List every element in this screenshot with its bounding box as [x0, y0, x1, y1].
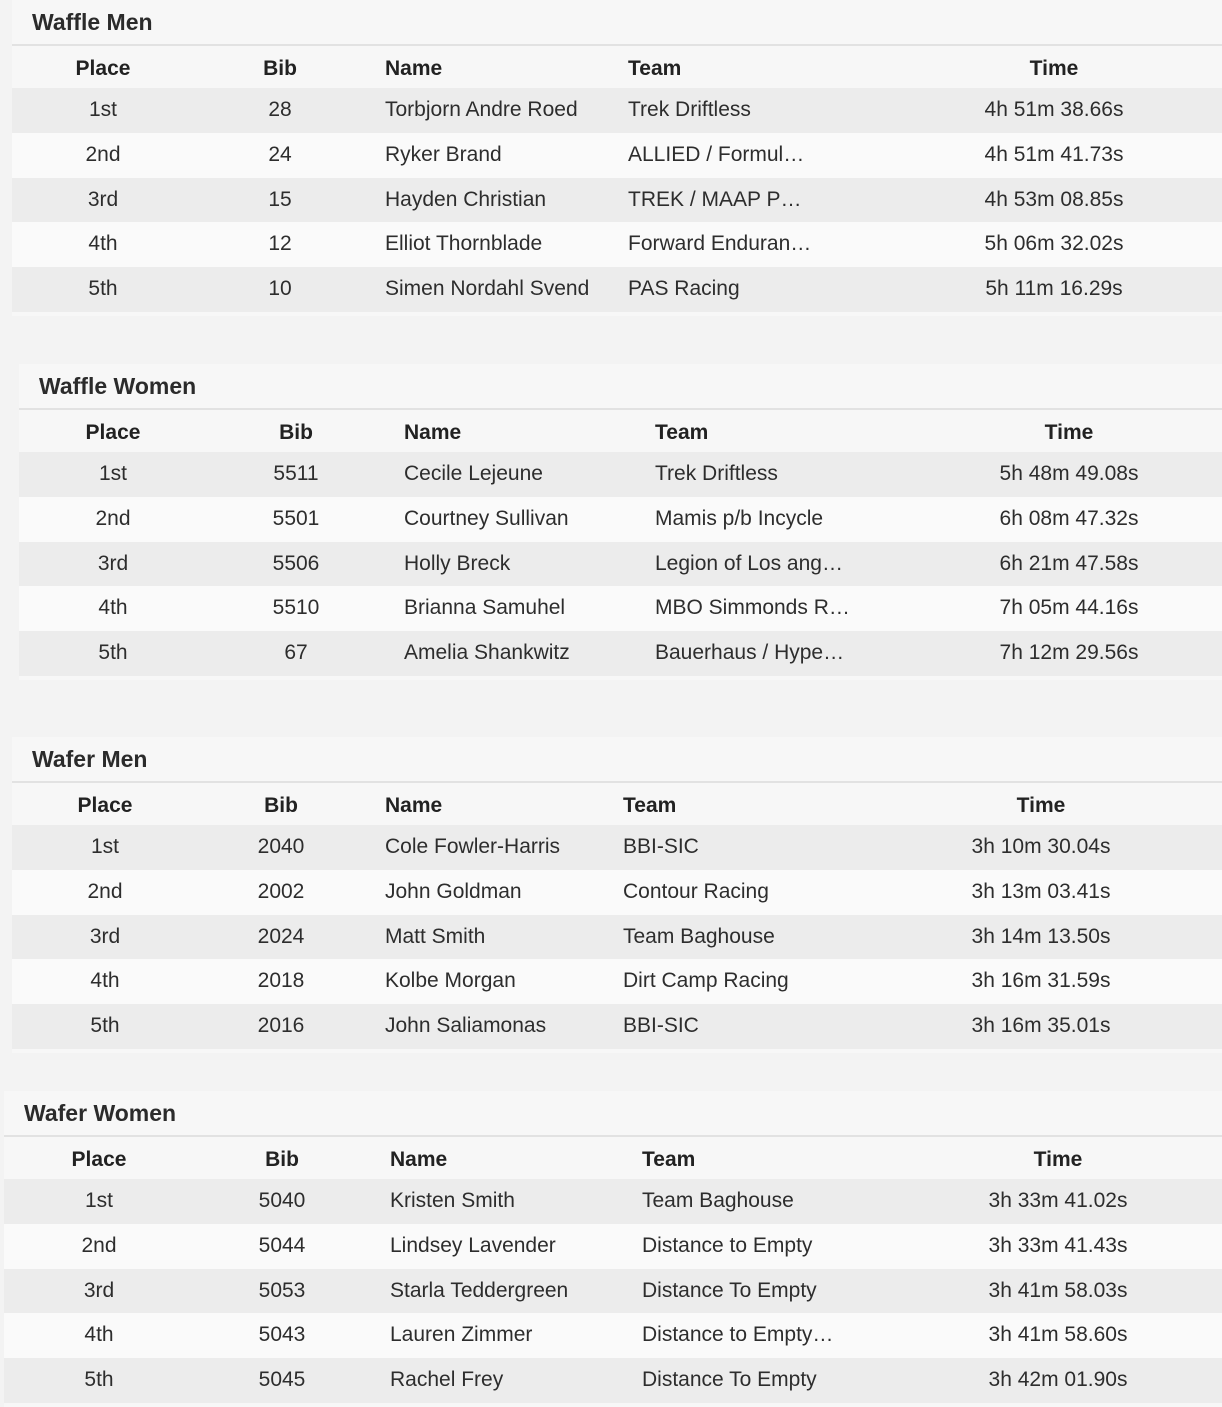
table-header [19, 412, 1222, 452]
cell-place: 4th [88, 232, 118, 256]
table-row [4, 1313, 1222, 1358]
column-header-team: Team [623, 794, 677, 817]
cell-time: 3h 42m 01.90s [988, 1368, 1128, 1392]
cell-time: 3h 41m 58.60s [988, 1323, 1128, 1347]
cell-place: 2nd [85, 142, 121, 166]
cell-team: PAS Racing [628, 277, 740, 301]
section-title [19, 364, 1222, 410]
table-row [4, 1179, 1222, 1224]
cell-team: BBI-SIC [623, 1014, 699, 1038]
table-row [12, 88, 1222, 133]
table-row [4, 1358, 1222, 1403]
table-row [12, 870, 1222, 915]
table-row [12, 267, 1222, 312]
table-row [12, 915, 1222, 960]
cell-team: Mamis p/b Incycle [655, 506, 824, 530]
cell-bib: 2018 [257, 969, 305, 993]
column-header-place: Place [77, 794, 133, 817]
cell-place: 2nd [81, 1233, 117, 1257]
table-row [4, 1224, 1222, 1269]
cell-place: 1st [84, 1189, 114, 1212]
cell-team: Forward Enduran… [628, 232, 812, 256]
cell-team: ALLIED / Formul… [628, 142, 805, 166]
cell-place: 3rd [87, 187, 119, 211]
cell-bib: 2024 [257, 924, 305, 948]
cell-team: Trek Driftless [655, 462, 778, 485]
cell-bib: 5045 [258, 1368, 306, 1392]
column-header-name: Name [390, 1148, 448, 1171]
cell-team: TREK / MAAP P… [628, 187, 802, 211]
cell-time: 7h 12m 29.56s [999, 641, 1139, 665]
cell-time: 5h 11m 16.29s [985, 277, 1123, 301]
table-row [12, 825, 1222, 870]
cell-bib: 15 [268, 187, 292, 211]
cell-team: BBI-SIC [623, 835, 699, 858]
cell-place: 1st [98, 462, 128, 485]
cell-name: Amelia Shankwitz [404, 641, 570, 665]
cell-time: 3h 16m 31.59s [971, 969, 1111, 993]
cell-team: Dirt Camp Racing [623, 969, 789, 993]
cell-name: Elliot Thornblade [385, 232, 543, 256]
cell-team: Distance To Empty [642, 1278, 817, 1302]
cell-name: Holly Breck [404, 551, 511, 575]
cell-time: 6h 21m 47.58s [999, 551, 1139, 575]
column-header-team: Team [642, 1148, 696, 1171]
section-title-text: Wafer Men [32, 746, 148, 772]
cell-team: MBO Simmonds R… [655, 596, 850, 620]
results-section [12, 737, 1222, 1053]
table-row [19, 542, 1222, 587]
cell-time: 3h 33m 41.43s [988, 1233, 1128, 1257]
cell-name: John Saliamonas [385, 1014, 547, 1038]
cell-place: 3rd [89, 924, 121, 948]
cell-bib: 5506 [272, 551, 320, 575]
cell-time: 4h 53m 08.85s [984, 187, 1124, 211]
column-header-name: Name [404, 421, 462, 444]
cell-bib: 24 [268, 142, 292, 166]
column-header-team: Team [655, 421, 709, 444]
section-title-text: Waffle Men [32, 9, 153, 35]
table-row [12, 178, 1222, 223]
cell-name: Hayden Christian [385, 187, 547, 211]
results-section [4, 1091, 1222, 1407]
cell-team: Bauerhaus / Hype… [655, 641, 845, 665]
cell-bib: 2040 [257, 835, 305, 858]
cell-bib: 5044 [258, 1233, 306, 1257]
column-header-team: Team [628, 57, 682, 80]
cell-name: Kolbe Morgan [385, 969, 516, 993]
cell-bib: 28 [268, 98, 292, 121]
results-section [12, 0, 1222, 316]
cell-place: 4th [98, 596, 128, 620]
cell-team: Team Baghouse [623, 924, 775, 948]
cell-name: Ryker Brand [385, 142, 502, 166]
cell-team: Trek Driftless [628, 98, 751, 121]
table-row [12, 222, 1222, 267]
table-row [19, 497, 1222, 542]
cell-time: 3h 13m 03.41s [971, 879, 1111, 903]
cell-team: Team Baghouse [642, 1189, 794, 1212]
table-header [12, 48, 1222, 88]
cell-name: Simen Nordahl Svend [385, 277, 590, 301]
cell-time: 3h 10m 30.04s [971, 835, 1111, 858]
cell-time: 6h 08m 47.32s [999, 506, 1139, 530]
column-header-place: Place [71, 1148, 127, 1171]
cell-place: 4th [90, 969, 120, 993]
cell-name: Matt Smith [385, 924, 486, 948]
column-header-name: Name [385, 794, 443, 817]
table-row [19, 586, 1222, 631]
cell-time: 5h 48m 49.08s [999, 462, 1139, 485]
cell-bib: 10 [268, 277, 292, 301]
cell-bib: 5511 [273, 462, 319, 485]
cell-bib: 5510 [272, 596, 320, 620]
cell-place: 3rd [97, 551, 129, 575]
cell-bib: 5501 [272, 506, 320, 530]
cell-name: Torbjorn Andre Roed [385, 98, 578, 121]
cell-team: Contour Racing [623, 879, 769, 903]
column-header-time: Time [1044, 421, 1094, 444]
table-row [12, 133, 1222, 178]
cell-name: Starla Teddergreen [390, 1278, 569, 1302]
column-header-time: Time [1033, 1148, 1083, 1171]
results-section [19, 364, 1222, 680]
cell-name: Brianna Samuhel [404, 596, 566, 620]
section-title [4, 1091, 1222, 1137]
cell-bib: 5043 [258, 1323, 306, 1347]
cell-place: 1st [88, 98, 118, 121]
cell-time: 4h 51m 38.66s [984, 98, 1124, 121]
cell-team: Distance to Empty [642, 1233, 813, 1257]
cell-bib: 5053 [258, 1278, 306, 1302]
column-header-bib: Bib [264, 794, 298, 817]
table-row [12, 1004, 1222, 1049]
cell-bib: 5040 [258, 1189, 306, 1212]
cell-place: 2nd [95, 506, 131, 530]
cell-bib: 2016 [257, 1014, 305, 1038]
cell-team: Legion of Los ang… [655, 551, 843, 575]
cell-name: Lauren Zimmer [390, 1323, 533, 1347]
cell-place: 5th [98, 641, 128, 665]
cell-bib: 67 [284, 641, 308, 665]
cell-team: Distance To Empty [642, 1368, 817, 1392]
cell-place: 5th [90, 1014, 120, 1038]
cell-place: 5th [84, 1368, 114, 1392]
cell-bib: 12 [268, 232, 292, 256]
cell-place: 1st [90, 835, 120, 858]
column-header-bib: Bib [279, 421, 313, 444]
cell-name: Kristen Smith [390, 1189, 515, 1212]
section-title [12, 737, 1222, 783]
cell-name: Cole Fowler-Harris [385, 835, 561, 858]
table-header [4, 1139, 1222, 1179]
cell-name: Courtney Sullivan [404, 506, 569, 530]
cell-time: 5h 06m 32.02s [984, 232, 1124, 256]
cell-time: 3h 41m 58.03s [988, 1278, 1128, 1302]
cell-bib: 2002 [257, 879, 305, 903]
cell-time: 3h 33m 41.02s [988, 1189, 1128, 1212]
section-title-text: Waffle Women [39, 373, 197, 399]
cell-place: 3rd [83, 1278, 115, 1302]
section-title-text: Wafer Women [24, 1100, 177, 1126]
column-header-name: Name [385, 57, 443, 80]
cell-time: 3h 14m 13.50s [971, 924, 1111, 948]
column-header-bib: Bib [263, 57, 297, 80]
column-header-place: Place [85, 421, 141, 444]
column-header-time: Time [1016, 794, 1066, 817]
cell-time: 3h 16m 35.01s [971, 1014, 1111, 1038]
table-header [12, 785, 1222, 825]
table-row [12, 959, 1222, 1004]
cell-place: 4th [84, 1323, 114, 1347]
cell-place: 5th [88, 277, 118, 301]
table-row [19, 631, 1222, 676]
table-row [19, 452, 1222, 497]
column-header-time: Time [1029, 57, 1079, 80]
cell-name: Lindsey Lavender [390, 1233, 556, 1257]
cell-place: 2nd [87, 879, 123, 903]
cell-name: John Goldman [385, 879, 522, 903]
cell-time: 4h 51m 41.73s [984, 142, 1124, 166]
column-header-place: Place [75, 57, 131, 80]
cell-name: Cecile Lejeune [404, 462, 543, 485]
section-title [12, 0, 1222, 46]
column-header-bib: Bib [265, 1148, 299, 1171]
cell-team: Distance to Empty… [642, 1323, 834, 1347]
table-row [4, 1269, 1222, 1314]
cell-time: 7h 05m 44.16s [999, 596, 1139, 620]
cell-name: Rachel Frey [390, 1368, 504, 1392]
